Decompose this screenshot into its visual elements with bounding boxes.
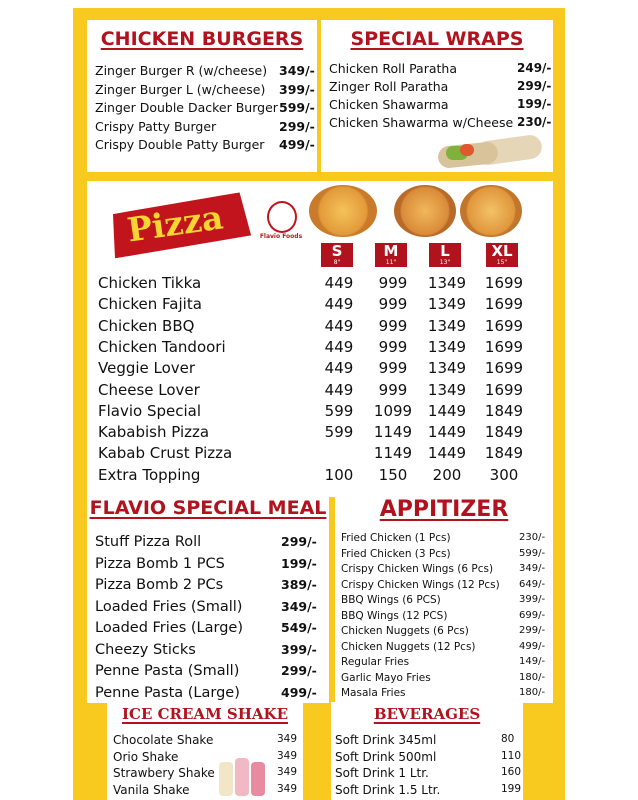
pizza-price: 1699 bbox=[484, 295, 524, 314]
item-name: Chicken Nuggets (6 Pcs) bbox=[341, 625, 469, 637]
pizza-price: 599 bbox=[324, 401, 354, 420]
item-name: BBQ Wings (6 PCS) bbox=[341, 594, 441, 606]
item-name: Soft Drink 1.5 Ltr. bbox=[335, 782, 441, 797]
item-name: Loaded Fries (Large) bbox=[95, 620, 243, 636]
item-name: Pizza Bomb 1 PCS bbox=[95, 555, 225, 572]
item-name: Fried Chicken (3 Pcs) bbox=[341, 547, 451, 560]
item-price: 349 bbox=[277, 782, 298, 795]
appetizer-panel bbox=[335, 495, 553, 703]
item-name: Chicken Roll Paratha bbox=[329, 61, 457, 76]
item-name: Penne Pasta (Large) bbox=[95, 684, 240, 701]
item-price: 149/- bbox=[519, 656, 546, 667]
item-name: BBQ Wings (12 PCS) bbox=[341, 609, 448, 622]
shake-title: ICE CREAM SHAKE bbox=[121, 705, 289, 723]
item-price: 180/- bbox=[519, 671, 546, 683]
pizza-price: 100 bbox=[324, 465, 354, 484]
appetizer-title: APPITIZER bbox=[379, 497, 509, 522]
item-price: 499/- bbox=[281, 684, 317, 700]
pizza-price: 1699 bbox=[484, 380, 524, 399]
item-price: 649/- bbox=[519, 578, 546, 590]
pizza-item-name: Veggie Lover bbox=[98, 359, 196, 378]
pizza-price: 1449 bbox=[427, 444, 467, 463]
pizza-price: 1349 bbox=[427, 316, 467, 335]
pizza-price: 1349 bbox=[427, 380, 467, 399]
meal-title: FLAVIO SPECIAL MEAL bbox=[89, 497, 327, 519]
size-label: S bbox=[331, 242, 343, 260]
pizza-price: 999 bbox=[378, 316, 408, 335]
pizza-price: 449 bbox=[324, 295, 354, 314]
item-price: 699/- bbox=[519, 609, 546, 621]
pizza-price: 1849 bbox=[484, 423, 524, 442]
item-name: Soft Drink 500ml bbox=[335, 749, 437, 764]
pizza-price: 1699 bbox=[484, 337, 524, 356]
pizza-title: Pizza bbox=[124, 197, 226, 250]
item-price: 230/- bbox=[517, 115, 552, 129]
shake-glasses-image bbox=[219, 756, 269, 798]
pizza-item-name: Cheese Lover bbox=[98, 380, 200, 399]
pizza-price: 449 bbox=[324, 316, 354, 335]
item-name: Loaded Fries (Small) bbox=[95, 598, 243, 615]
item-name: Chicken Shawarma w/Cheese bbox=[329, 115, 514, 130]
item-price: 349 bbox=[277, 749, 298, 762]
size-label: XL bbox=[491, 242, 513, 260]
item-name: Soft Drink 1 Ltr. bbox=[335, 766, 429, 780]
pizza-price: 1349 bbox=[427, 295, 467, 314]
item-name: Chicken Nuggets (12 Pcs) bbox=[341, 640, 476, 653]
pizza-image-3 bbox=[460, 185, 522, 237]
item-price: 299/- bbox=[281, 534, 317, 549]
item-name: Zinger Roll Paratha bbox=[329, 79, 449, 94]
pizza-item-name: Kababish Pizza bbox=[98, 423, 210, 442]
item-price: 499/- bbox=[279, 137, 315, 152]
pizza-price: 449 bbox=[324, 359, 354, 378]
size-inch: 13" bbox=[439, 259, 451, 266]
item-price: 230/- bbox=[519, 532, 546, 543]
burgers-panel bbox=[87, 20, 317, 172]
item-price: 160 bbox=[501, 766, 522, 778]
pizza-price: 1699 bbox=[484, 274, 524, 292]
pizza-price: 1849 bbox=[484, 444, 524, 463]
pizza-price: 449 bbox=[324, 337, 354, 356]
pizza-price: 1349 bbox=[427, 274, 467, 292]
size-inch: 15" bbox=[496, 259, 508, 266]
pizza-image-1 bbox=[309, 185, 377, 237]
item-name: Vanila Shake bbox=[113, 782, 190, 797]
item-price: 349 bbox=[277, 733, 298, 745]
size-label: L bbox=[440, 242, 450, 260]
flavio-logo-text: Flavio Foods bbox=[259, 233, 303, 240]
shake-panel bbox=[107, 702, 303, 800]
item-name: Regular Fries bbox=[341, 656, 410, 668]
pizza-price: 1349 bbox=[427, 337, 467, 356]
pizza-price: 1349 bbox=[427, 359, 467, 378]
size-badge-l bbox=[429, 243, 461, 267]
item-price: 349/- bbox=[281, 598, 317, 614]
item-name: Zinger Burger R (w/cheese) bbox=[95, 63, 268, 78]
item-price: 399/- bbox=[279, 81, 315, 97]
beverages-title: BEVERAGES bbox=[373, 705, 481, 723]
pizza-item-name: Flavio Special bbox=[98, 401, 202, 420]
size-inch: 11" bbox=[385, 259, 397, 266]
chef-icon bbox=[267, 201, 297, 233]
pizza-price: 999 bbox=[378, 295, 408, 314]
item-price: 199 bbox=[501, 782, 522, 795]
pizza-price: 200 bbox=[432, 465, 462, 484]
pizza-price: 999 bbox=[378, 337, 408, 356]
pizza-price: 599 bbox=[324, 423, 354, 442]
size-badge-xl bbox=[486, 243, 518, 267]
item-name: Fried Chicken (1 Pcs) bbox=[341, 532, 451, 544]
pizza-price: 449 bbox=[324, 380, 354, 399]
pizza-item-name: Chicken Tikka bbox=[98, 274, 202, 292]
item-name: Masala Fries bbox=[341, 687, 406, 699]
shawarma-wrap-image bbox=[436, 134, 544, 170]
item-name: Stuff Pizza Roll bbox=[95, 534, 202, 550]
item-price: 349/- bbox=[279, 63, 315, 78]
pizza-price: 1099 bbox=[373, 401, 413, 420]
pizza-price: 1449 bbox=[427, 423, 467, 442]
item-name: Chicken Shawarma bbox=[329, 97, 449, 112]
item-price: 299/- bbox=[517, 79, 552, 93]
pizza-price: 1149 bbox=[373, 423, 413, 442]
item-price: 349 bbox=[277, 766, 298, 778]
item-price: 199/- bbox=[281, 555, 317, 571]
meal-panel bbox=[87, 495, 329, 703]
beverages-panel bbox=[331, 702, 523, 800]
pizza-image-2 bbox=[394, 185, 456, 237]
item-name: Zinger Double Dacker Burger bbox=[95, 100, 278, 115]
pizza-price: 1699 bbox=[484, 316, 524, 335]
item-name: Strawbery Shake bbox=[113, 766, 215, 780]
item-price: 499/- bbox=[519, 640, 546, 652]
item-name: Chocolate Shake bbox=[113, 733, 214, 747]
pizza-price: 449 bbox=[324, 274, 354, 292]
item-price: 299/- bbox=[279, 118, 315, 134]
wraps-title: SPECIAL WRAPS bbox=[350, 28, 524, 50]
item-name: Crispy Double Patty Burger bbox=[95, 137, 265, 152]
item-name: Crispy Chicken Wings (6 Pcs) bbox=[341, 563, 494, 575]
pizza-price: 300 bbox=[489, 465, 519, 484]
item-price: 199/- bbox=[517, 97, 552, 111]
pizza-price: 150 bbox=[378, 465, 408, 484]
pizza-price: 1149 bbox=[373, 444, 413, 463]
pizza-price: 999 bbox=[378, 359, 408, 378]
item-price: 389/- bbox=[281, 577, 317, 592]
item-name: Soft Drink 345ml bbox=[335, 733, 437, 747]
pizza-item-name: Kabab Crust Pizza bbox=[98, 444, 233, 463]
pizza-item-name: Chicken Tandoori bbox=[98, 337, 226, 356]
size-label: M bbox=[383, 242, 399, 260]
item-price: 349/- bbox=[519, 563, 546, 574]
pizza-price: 1699 bbox=[484, 359, 524, 378]
item-price: 599/- bbox=[519, 547, 546, 559]
pizza-price: 1449 bbox=[427, 401, 467, 420]
pizza-item-name: Chicken Fajita bbox=[98, 295, 202, 314]
wraps-panel bbox=[321, 20, 553, 172]
pizza-price: 1849 bbox=[484, 401, 524, 420]
item-name: Cheezy Sticks bbox=[95, 641, 196, 658]
item-price: 299/- bbox=[519, 625, 546, 636]
size-inch: 8" bbox=[333, 259, 341, 266]
item-price: 299/- bbox=[281, 663, 317, 678]
pizza-price: 999 bbox=[378, 380, 408, 399]
item-price: 80 bbox=[501, 733, 515, 745]
size-badge-m bbox=[375, 243, 407, 267]
item-price: 249/- bbox=[517, 61, 552, 75]
item-name: Crispy Patty Burger bbox=[95, 118, 217, 134]
item-name: Pizza Bomb 2 PCs bbox=[95, 577, 224, 593]
item-name: Garlic Mayo Fries bbox=[341, 671, 431, 684]
pizza-panel bbox=[87, 181, 553, 497]
item-price: 180/- bbox=[519, 687, 546, 698]
flavio-logo bbox=[255, 201, 303, 245]
item-name: Zinger Burger L (w/cheese) bbox=[95, 81, 266, 97]
menu-board bbox=[73, 8, 565, 800]
item-name: Penne Pasta (Small) bbox=[95, 663, 240, 679]
item-price: 110 bbox=[501, 749, 522, 762]
pizza-item-name: Chicken BBQ bbox=[98, 316, 195, 335]
item-price: 599/- bbox=[279, 100, 315, 115]
size-badge-s bbox=[321, 243, 353, 267]
burgers-title: CHICKEN BURGERS bbox=[100, 28, 304, 50]
item-name: Crispy Chicken Wings (12 Pcs) bbox=[341, 578, 500, 591]
item-name: Orio Shake bbox=[113, 749, 179, 764]
item-price: 399/- bbox=[519, 594, 546, 605]
item-price: 399/- bbox=[281, 641, 317, 657]
pizza-price: 999 bbox=[378, 274, 408, 292]
item-price: 549/- bbox=[281, 620, 317, 635]
pizza-item-name: Extra Topping bbox=[98, 465, 201, 484]
